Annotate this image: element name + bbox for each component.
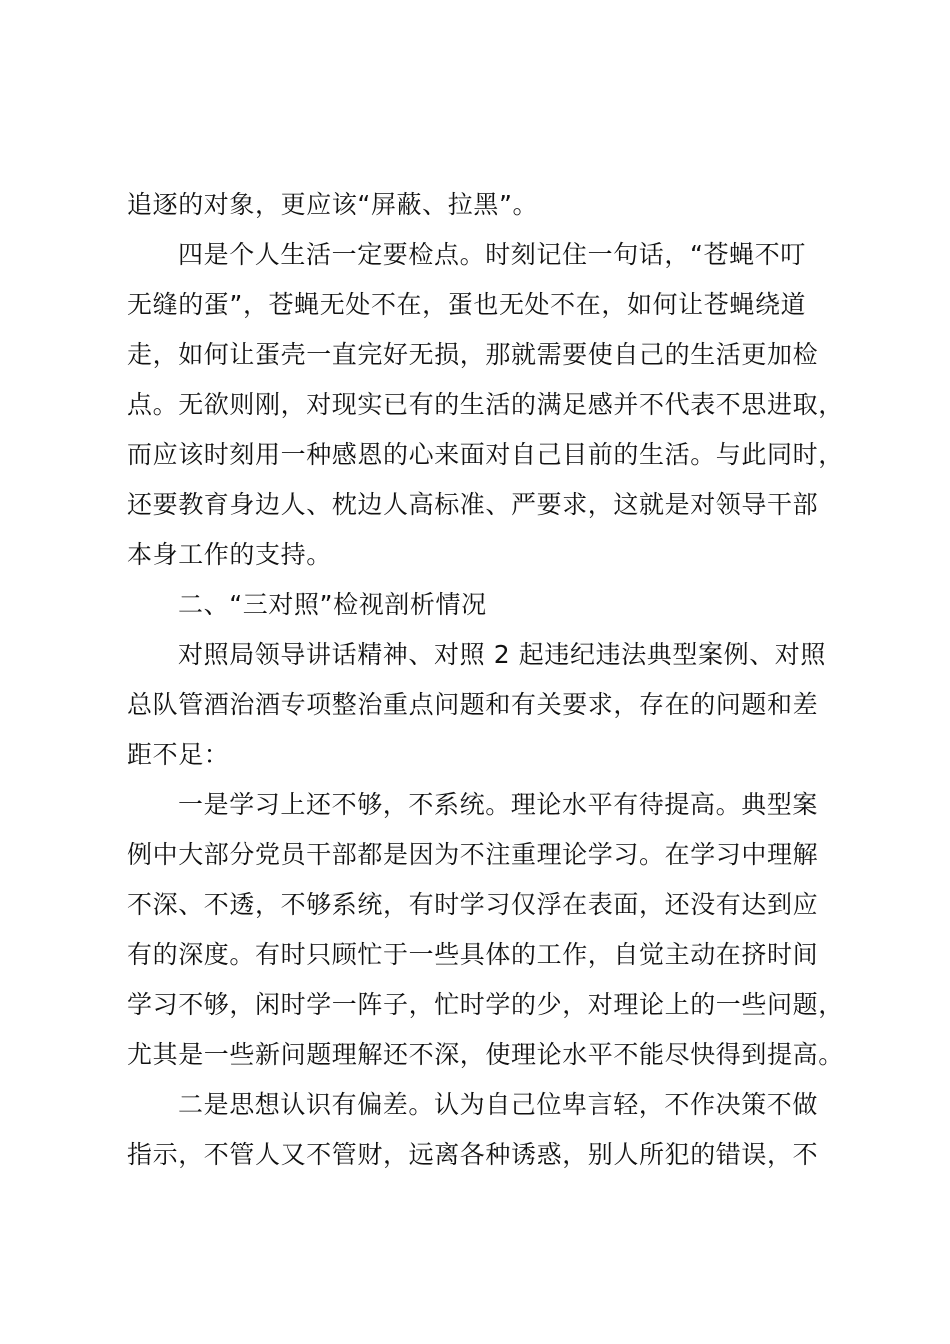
section-heading: 二、“三对照”检视剖析情况 [178,590,487,619]
text-line: 点。无欲则刚，对现实已有的生活的满足感并不代表不思进取， [127,390,844,419]
text-line: 一是学习上还不够，不系统。理论水平有待提高。典型案 [178,790,819,819]
text-line: 对照局领导讲话精神、对照 2 起违纪违法典型案例、对照 [178,640,827,669]
text-line: 尤其是一些新问题理解还不深，使理论水平不能尽快得到提高。 [127,1040,844,1069]
text-line: 还要教育身边人、枕边人高标准、严要求，这就是对领导干部 [127,490,819,519]
text-line: 距不足： [127,740,230,769]
text-line: 本身工作的支持。 [127,540,332,569]
text-line: 例中大部分党员干部都是因为不注重理论学习。在学习中理解 [127,840,819,869]
text-line: 二是思想认识有偏差。认为自己位卑言轻，不作决策不做 [178,1090,819,1119]
text-line: 总队管酒治酒专项整治重点问题和有关要求，存在的问题和差 [127,690,819,719]
text-line: 指示，不管人又不管财，远离各种诱惑，别人所犯的错误，不 [127,1140,819,1169]
text-line: 不深、不透，不够系统，有时学习仅浮在表面，还没有达到应 [127,890,819,919]
text-line: 走，如何让蛋壳一直完好无损，那就需要使自己的生活更加检 [127,340,819,369]
text-line: 有的深度。有时只顾忙于一些具体的工作，自觉主动在挤时间 [127,940,819,969]
text-line: 四是个人生活一定要检点。时刻记住一句话，“苍蝇不叮 [178,240,806,269]
text-line: 而应该时刻用一种感恩的心来面对自己目前的生活。与此同时， [127,440,844,469]
text-line: 无缝的蛋”，苍蝇无处不在，蛋也无处不在，如何让苍蝇绕道 [127,290,807,319]
text-line: 追逐的对象，更应该“屏蔽、拉黑”。 [127,190,539,219]
text-line: 学习不够，闲时学一阵子，忙时学的少，对理论上的一些问题， [127,990,844,1019]
